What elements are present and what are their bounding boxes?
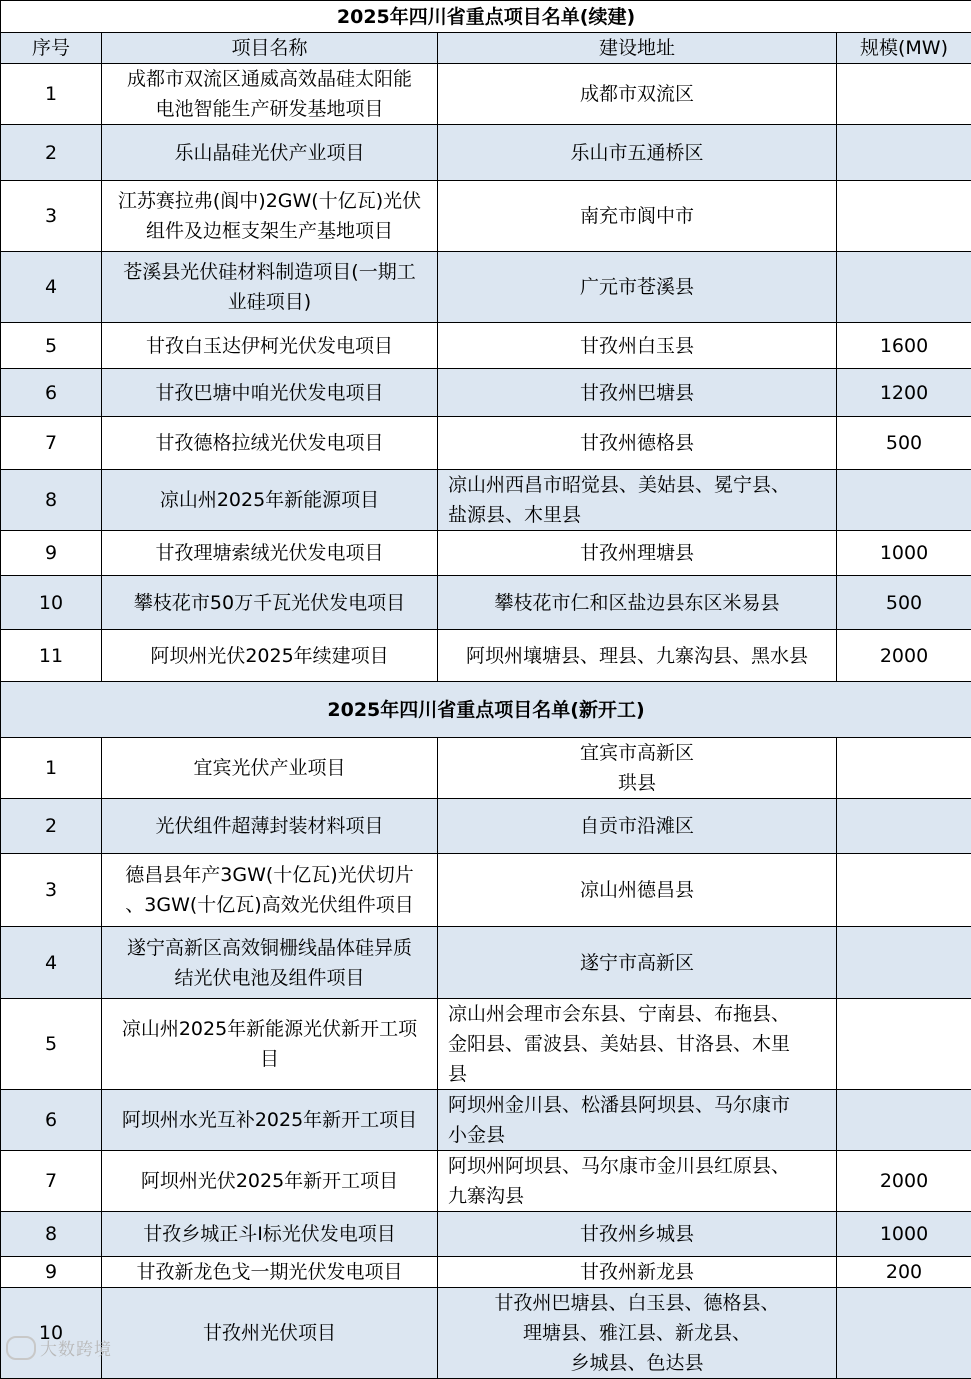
table-row: [1, 181, 971, 252]
cell-no: 3: [1, 854, 102, 927]
table-row: [1, 470, 971, 531]
cell-no: 7: [1, 1151, 102, 1212]
cell-no: 9: [1, 1257, 102, 1288]
table-row: [1, 531, 971, 576]
cell-location-line: 甘孜州乡城县: [444, 1219, 830, 1249]
watermark-logo-icon: [6, 1336, 36, 1360]
cell-location: [438, 323, 837, 369]
header-name: 项目名称: [102, 33, 438, 64]
cell-location-line: 阿坝州金川县、松潘县阿坝县、马尔康市: [448, 1090, 830, 1120]
table-row: [1, 323, 971, 369]
cell-location-line: 阿坝州壤塘县、理县、九寨沟县、黑水县: [444, 641, 830, 671]
header-no: 序号: [1, 33, 102, 64]
cell-name: [102, 417, 438, 470]
cell-name: [102, 64, 438, 125]
cell-name-line: 甘孜巴塘中咱光伏发电项目: [108, 378, 431, 408]
cell-no: 2: [1, 799, 102, 854]
table-row: [1, 64, 971, 125]
table-row: [1, 1288, 971, 1379]
cell-no: 10: [1, 576, 102, 630]
cell-no: 8: [1, 470, 102, 531]
cell-no: 11: [1, 630, 102, 682]
cell-location-line: 南充市阆中市: [444, 201, 830, 231]
cell-name: [102, 1212, 438, 1257]
table-row: [1, 799, 971, 854]
cell-name-line: 光伏组件超薄封装材料项目: [108, 811, 431, 841]
cell-name: [102, 576, 438, 630]
cell-location-line: 甘孜州巴塘县、白玉县、德格县、: [444, 1288, 830, 1318]
cell-location: [438, 738, 837, 799]
cell-location-line: 小金县: [448, 1120, 830, 1150]
title-row-new: [1, 682, 971, 738]
cell-scale: 200: [837, 1257, 971, 1288]
cell-location: [438, 927, 837, 999]
cell-location: [438, 1257, 837, 1288]
cell-location: [438, 1288, 837, 1379]
cell-name-line: 甘孜乡城正斗I标光伏发电项目: [108, 1219, 431, 1249]
cell-name: [102, 854, 438, 927]
table-title-ongoing: 2025年四川省重点项目名单(续建): [1, 1, 971, 33]
cell-name-line: 宜宾光伏产业项目: [108, 753, 431, 783]
cell-name-line: 凉山州2025年新能源光伏新开工项: [108, 1014, 431, 1044]
cell-name: [102, 369, 438, 417]
cell-name: [102, 125, 438, 181]
cell-name-line: 凉山州2025年新能源项目: [108, 485, 431, 515]
cell-no: 5: [1, 323, 102, 369]
table-row: [1, 927, 971, 999]
cell-name-line: 目: [108, 1044, 431, 1074]
cell-name-line: 阿坝州光伏2025年新开工项目: [108, 1166, 431, 1196]
table-row: [1, 417, 971, 470]
cell-location-line: 广元市苍溪县: [444, 272, 830, 302]
cell-location: [438, 252, 837, 323]
cell-name: [102, 1288, 438, 1379]
cell-name: [102, 999, 438, 1090]
cell-location-line: 盐源县、木里县: [448, 500, 830, 530]
cell-no: 1: [1, 738, 102, 799]
cell-location-line: 甘孜州白玉县: [444, 331, 830, 361]
cell-no: 1: [1, 64, 102, 125]
cell-name: [102, 323, 438, 369]
cell-location-line: 遂宁市高新区: [444, 948, 830, 978]
cell-location: [438, 417, 837, 470]
cell-name-line: 电池智能生产研发基地项目: [108, 94, 431, 124]
cell-name-line: 德昌县年产3GW(十亿瓦)光伏切片: [108, 860, 431, 890]
cell-name: [102, 531, 438, 576]
cell-name: [102, 181, 438, 252]
cell-location: [438, 1212, 837, 1257]
cell-scale: 2000: [837, 1151, 971, 1212]
cell-name-line: 甘孜德格拉绒光伏发电项目: [108, 428, 431, 458]
cell-scale: [837, 927, 971, 999]
cell-name: [102, 1151, 438, 1212]
table-row: [1, 1257, 971, 1288]
header-scale: 规模(MW): [837, 33, 971, 64]
cell-name-line: 业硅项目): [108, 287, 431, 317]
cell-no: 10: [1, 1288, 102, 1379]
cell-location-line: 甘孜州新龙县: [444, 1257, 830, 1287]
cell-no: 2: [1, 125, 102, 181]
cell-name: [102, 927, 438, 999]
table-row: [1, 1151, 971, 1212]
cell-location: [438, 531, 837, 576]
cell-location: [438, 630, 837, 682]
cell-scale: 2000: [837, 630, 971, 682]
table-row: [1, 1212, 971, 1257]
cell-name: [102, 252, 438, 323]
cell-name-line: 甘孜新龙色戈一期光伏发电项目: [108, 1257, 431, 1287]
cell-location: [438, 1090, 837, 1151]
cell-location-line: 九寨沟县: [448, 1181, 830, 1211]
table-row: [1, 999, 971, 1090]
cell-name-line: 甘孜白玉达伊柯光伏发电项目: [108, 331, 431, 361]
table-row: [1, 854, 971, 927]
cell-no: 6: [1, 1090, 102, 1151]
watermark-text: 大数跨境: [40, 1335, 112, 1360]
cell-location-line: 宜宾市高新区: [444, 738, 830, 768]
cell-location: [438, 999, 837, 1090]
cell-location-line: 凉山州会理市会东县、宁南县、布拖县、: [448, 999, 830, 1029]
cell-location-line: 县: [448, 1059, 830, 1089]
cell-location-line: 甘孜州德格县: [444, 428, 830, 458]
cell-scale: [837, 1090, 971, 1151]
cell-location-line: 理塘县、雅江县、新龙县、: [444, 1318, 830, 1348]
cell-name: [102, 630, 438, 682]
cell-name: [102, 738, 438, 799]
cell-location: [438, 181, 837, 252]
cell-scale: 500: [837, 417, 971, 470]
title-row-ongoing: [1, 1, 971, 33]
cell-scale: [837, 64, 971, 125]
cell-scale: [837, 1288, 971, 1379]
cell-name-line: 成都市双流区通威高效晶硅太阳能: [108, 64, 431, 94]
cell-scale: [837, 252, 971, 323]
cell-no: 5: [1, 999, 102, 1090]
cell-scale: [837, 854, 971, 927]
cell-name-line: 、3GW(十亿瓦)高效光伏组件项目: [108, 890, 431, 920]
cell-scale: [837, 181, 971, 252]
cell-location-line: 凉山州西昌市昭觉县、美姑县、冕宁县、: [448, 470, 830, 500]
cell-name-line: 乐山晶硅光伏产业项目: [108, 138, 431, 168]
cell-name-line: 苍溪县光伏硅材料制造项目(一期工: [108, 257, 431, 287]
cell-location-line: 自贡市沿滩区: [444, 811, 830, 841]
cell-name: [102, 1257, 438, 1288]
table-row: [1, 630, 971, 682]
cell-scale: 1600: [837, 323, 971, 369]
table-row: [1, 738, 971, 799]
cell-name-line: 江苏赛拉弗(阆中)2GW(十亿瓦)光伏: [108, 186, 431, 216]
cell-location: [438, 64, 837, 125]
cell-scale: 1000: [837, 1212, 971, 1257]
cell-location-line: 成都市双流区: [444, 79, 830, 109]
cell-scale: 1000: [837, 531, 971, 576]
cell-location-line: 凉山州德昌县: [444, 875, 830, 905]
cell-scale: [837, 738, 971, 799]
cell-name-line: 阿坝州光伏2025年续建项目: [108, 641, 431, 671]
cell-location-line: 攀枝花市仁和区盐边县东区米易县: [444, 588, 830, 618]
header-location: 建设地址: [438, 33, 837, 64]
cell-name-line: 结光伏电池及组件项目: [108, 963, 431, 993]
cell-location-line: 阿坝州阿坝县、马尔康市金川县红原县、: [448, 1151, 830, 1181]
cell-scale: 500: [837, 576, 971, 630]
cell-location: [438, 470, 837, 531]
cell-no: 3: [1, 181, 102, 252]
cell-no: 9: [1, 531, 102, 576]
cell-name: [102, 470, 438, 531]
cell-scale: [837, 999, 971, 1090]
cell-location: [438, 1151, 837, 1212]
cell-location: [438, 369, 837, 417]
cell-no: 4: [1, 252, 102, 323]
table-row: [1, 369, 971, 417]
cell-scale: [837, 799, 971, 854]
cell-name-line: 组件及边框支架生产基地项目: [108, 216, 431, 246]
watermark: [6, 1335, 112, 1360]
cell-no: 7: [1, 417, 102, 470]
cell-name: [102, 799, 438, 854]
cell-location-line: 甘孜州理塘县: [444, 538, 830, 568]
table-row: [1, 576, 971, 630]
cell-location-line: 乐山市五通桥区: [444, 138, 830, 168]
cell-scale: 1200: [837, 369, 971, 417]
cell-location-line: 珙县: [444, 768, 830, 798]
cell-name-line: 甘孜理塘索绒光伏发电项目: [108, 538, 431, 568]
cell-location-line: 乡城县、色达县: [444, 1348, 830, 1378]
header-row: [1, 33, 971, 64]
table-row: [1, 252, 971, 323]
cell-no: 8: [1, 1212, 102, 1257]
cell-location: [438, 799, 837, 854]
cell-name-line: 甘孜州光伏项目: [108, 1318, 431, 1348]
cell-scale: [837, 470, 971, 531]
cell-name: [102, 1090, 438, 1151]
cell-location: [438, 125, 837, 181]
table-title-new: 2025年四川省重点项目名单(新开工): [1, 682, 971, 738]
cell-no: 6: [1, 369, 102, 417]
cell-scale: [837, 125, 971, 181]
cell-name-line: 阿坝州水光互补2025年新开工项目: [108, 1105, 431, 1135]
cell-name-line: 攀枝花市50万千瓦光伏发电项目: [108, 588, 431, 618]
cell-name-line: 遂宁高新区高效铜栅线晶体硅异质: [108, 933, 431, 963]
table-row: [1, 1090, 971, 1151]
cell-location-line: 甘孜州巴塘县: [444, 378, 830, 408]
cell-no: 4: [1, 927, 102, 999]
cell-location: [438, 854, 837, 927]
table-row: [1, 125, 971, 181]
cell-location: [438, 576, 837, 630]
cell-location-line: 金阳县、雷波县、美姑县、甘洛县、木里: [448, 1029, 830, 1059]
